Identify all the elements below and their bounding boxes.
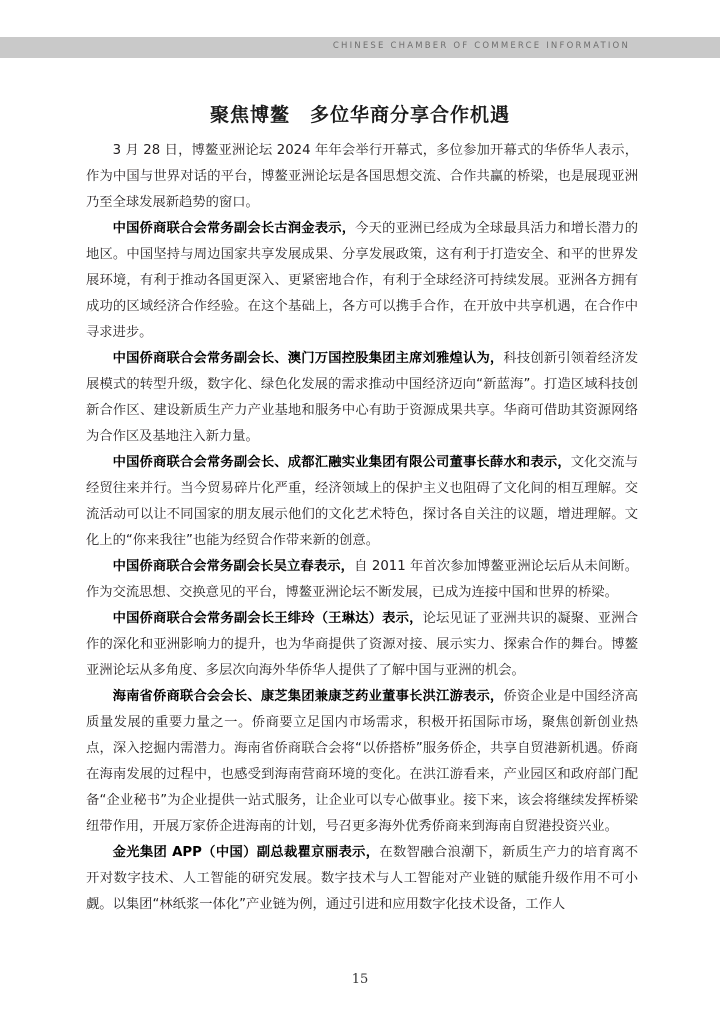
paragraph xyxy=(86,138,638,216)
paragraph xyxy=(86,346,638,450)
paragraph xyxy=(86,840,638,918)
page-title: 聚焦博鳌 多位华商分享合作机遇 xyxy=(209,104,510,126)
paragraph-text: 在数智融合浪潮下，新质生产力的培育离不开对数字技术、人工智能的研究发展。数字技术与人工智能对产业链的赋能升级作用不可小觑。以集团“林纸浆一体化”产业链为例，通过引进和应用数字化技术设备，工作人 xyxy=(86,845,638,912)
header-band xyxy=(0,37,720,58)
paragraph-text: 论坛见证了亚洲共识的凝聚、亚洲合作的深化和亚洲影响力的提升，也为华商提供了资源对接、展示实力、探索合作的舞台。博鳌亚洲论坛从多角度、多层次向海外华侨华人提供了了解中国与亚洲的机会。 xyxy=(86,611,639,678)
speaker-lead: 金光集团 APP（中国）副总裁瞿京丽表示， xyxy=(112,845,380,860)
paragraph-text: 科技创新引领着经济发展模式的转型升级，数字化、绿色化发展的需求推动中国经济迈向“新蓝海”。打造区域科技创新合作区、建设新质生产力产业基地和服务中心有助于资源成果共享。华商可借助其资源网络为合作区及基地注入新力量。 xyxy=(86,351,639,444)
speaker-lead: 海南省侨商联合会会长、康芝集团兼康芝药业董事长洪江游表示， xyxy=(112,689,504,704)
speaker-lead: 中国侨商联合会常务副会长、澳门万国控股集团主席刘雅煌认为， xyxy=(112,351,504,366)
paragraph-text: 自 2011 年首次参加博鳌亚洲论坛后从未间断。作为交流思想、交换意见的平台，博鳌亚洲论坛不断发展，已成为连接中国和世界的桥梁。 xyxy=(86,559,639,600)
paragraph-text: 今天的亚洲已经成为全球最具活力和增长潜力的地区。中国坚持与周边国家共享发展成果、分享发展政策，这有利于打造安全、和平的世界发展环境，有利于推动各国更深入、更紧密地合作，有利于全球经济可持续发展。亚洲各方拥有成功的区域经济合作经验。在这个基础上，各方可以携手合作，在开放中共享机遇，在合作中寻求进步。 xyxy=(86,221,638,340)
paragraph xyxy=(86,684,638,840)
paragraph-text: 文化交流与经贸往来并行。当今贸易碎片化严重，经济领域上的保护主义也阻碍了文化间的相互理解。交流活动可以让不同国家的朋友展示他们的文化艺术特色，探讨各自关注的议题，增进理解。文化上的“你来我往”也能为经贸合作带来新的创意。 xyxy=(86,455,638,548)
paragraph xyxy=(86,606,638,684)
header-tagline: CHINESE CHAMBER OF COMMERCE INFORMATION xyxy=(332,41,630,51)
paragraph xyxy=(86,554,638,606)
article-body xyxy=(86,138,638,918)
speaker-lead: 中国侨商联合会常务副会长吴立春表示， xyxy=(112,559,355,574)
speaker-lead: 中国侨商联合会常务副会长王绯玲（王琳达）表示， xyxy=(112,611,423,626)
paragraph xyxy=(86,450,638,554)
speaker-lead: 中国侨商联合会常务副会长、成都汇融实业集团有限公司董事长薛水和表示， xyxy=(112,455,571,470)
paragraph-text: 3 月 28 日，博鳌亚洲论坛 2024 年年会举行开幕式，多位参加开幕式的华侨华人表示，作为中国与世界对话的平台，博鳌亚洲论坛是各国思想交流、合作共赢的桥梁，也是展现亚洲乃至全球发展新趋势的窗口。 xyxy=(86,143,638,210)
paragraph-text: 侨资企业是中国经济高质量发展的重要力量之一。侨商要立足国内市场需求，积极开拓国际市场，聚焦创新创业热点，深入挖掘内需潜力。海南省侨商联合会将“以侨搭桥”服务侨企，共享自贸港新机遇。侨商在海南发展的过程中，也感受到海南营商环境的变化。在洪江游看来，产业园区和政府部门配备“企业秘书”为企业提供一站式服务，让企业可以专心做事业。接下来，该会将继续发挥桥梁纽带作用，开展万家侨企进海南的计划，号召更多海外优秀侨商来到海南自贸港投资兴业。 xyxy=(86,689,639,834)
speaker-lead: 中国侨商联合会常务副会长古润金表示， xyxy=(112,221,356,236)
paragraph xyxy=(86,216,638,346)
page-number: 15 xyxy=(351,972,369,987)
